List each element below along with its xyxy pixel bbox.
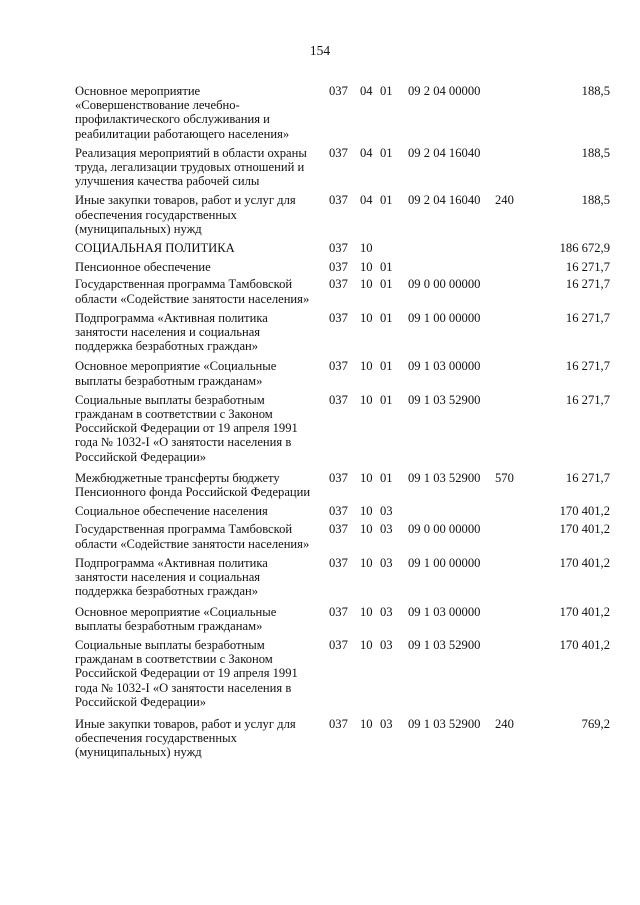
amount: 188,5 xyxy=(581,145,610,160)
subsection-code: 01 xyxy=(380,359,393,374)
table-row xyxy=(75,522,610,550)
ministry-code: 037 xyxy=(329,637,348,652)
ministry-code: 037 xyxy=(329,604,348,619)
table-row xyxy=(75,359,610,387)
table-row xyxy=(75,504,610,518)
target-article-code: 09 1 03 52900 xyxy=(408,392,481,407)
ministry-code: 037 xyxy=(329,522,348,537)
row-name: Межбюджетные трансферты бюджету Пенсионного фонда Российской Федерации xyxy=(75,470,311,500)
table-row xyxy=(75,277,610,305)
ministry-code: 037 xyxy=(329,193,348,208)
row-name: Основное мероприятие «Совершенствование лечебно-профилактического обслуживания и реабилитации работающего населения» xyxy=(75,84,290,141)
row-name: Иные закупки товаров, работ и услуг для обеспечения государственных (муниципальных) нужд xyxy=(75,716,296,760)
budget-table xyxy=(75,84,610,765)
section-code: 10 xyxy=(360,504,373,519)
table-row xyxy=(75,84,610,141)
row-name: Иные закупки товаров, работ и услуг для обеспечения государственных (муниципальных) нужд xyxy=(75,193,296,236)
ministry-code: 037 xyxy=(329,392,348,407)
target-article-code: 09 2 04 16040 xyxy=(408,145,481,160)
subsection-code: 03 xyxy=(380,504,393,519)
section-code: 04 xyxy=(360,84,373,98)
ministry-code: 037 xyxy=(329,145,348,160)
row-name: Подпрограмма «Активная политика занятости населения и социальная поддержка безработных граждан» xyxy=(75,310,268,354)
target-article-code: 09 1 00 00000 xyxy=(408,555,481,570)
section-code: 10 xyxy=(360,637,373,652)
ministry-code: 037 xyxy=(329,241,348,256)
row-name: Подпрограмма «Активная политика занятости населения и социальная поддержка безработных граждан» xyxy=(75,555,268,599)
target-article-code: 09 1 03 00000 xyxy=(408,604,481,619)
table-row xyxy=(75,717,610,760)
table-row xyxy=(75,146,610,189)
amount: 16 271,7 xyxy=(565,260,610,275)
row-name: Пенсионное обеспечение xyxy=(75,260,211,275)
table-row xyxy=(75,471,610,499)
subsection-code: 01 xyxy=(380,84,393,98)
target-article-code: 09 1 03 52900 xyxy=(408,470,481,485)
subsection-code: 03 xyxy=(380,522,393,537)
section-code: 10 xyxy=(360,555,373,570)
section-code: 10 xyxy=(360,522,373,537)
table-row xyxy=(75,638,610,709)
row-name: Основное мероприятие «Социальные выплаты безработным гражданам» xyxy=(75,604,277,633)
subsection-code: 03 xyxy=(380,555,393,570)
subsection-code: 01 xyxy=(380,392,393,407)
subsection-code: 03 xyxy=(380,637,393,652)
row-name: Социальное обеспечение населения xyxy=(75,504,268,519)
subsection-code: 01 xyxy=(380,277,393,292)
amount: 170 401,2 xyxy=(559,604,610,619)
row-name: Социальные выплаты безработным гражданам в соответствии с Законом Российской Федерации от 19 апреля 1991 года № 1032-I «О занятости населения в Российской Федерации» xyxy=(75,637,298,709)
amount: 170 401,2 xyxy=(559,504,610,519)
table-row xyxy=(75,556,610,599)
amount: 170 401,2 xyxy=(559,522,610,537)
subsection-code: 01 xyxy=(380,470,393,485)
subsection-code: 01 xyxy=(380,310,393,325)
amount: 16 271,7 xyxy=(565,359,610,374)
row-name: Основное мероприятие «Социальные выплаты безработным гражданам» xyxy=(75,359,277,388)
amount: 769,2 xyxy=(581,716,610,731)
table-row xyxy=(75,311,610,354)
section-code: 10 xyxy=(360,277,373,292)
target-article-code: 09 2 04 16040 xyxy=(408,193,481,208)
section-code: 04 xyxy=(360,145,373,160)
table-row xyxy=(75,605,610,633)
subsection-code: 03 xyxy=(380,604,393,619)
amount: 16 271,7 xyxy=(565,310,610,325)
ministry-code: 037 xyxy=(329,716,348,731)
section-code: 10 xyxy=(360,716,373,731)
table-row xyxy=(75,241,610,255)
table-row xyxy=(75,260,610,274)
ministry-code: 037 xyxy=(329,504,348,519)
page-number: 154 xyxy=(309,43,331,58)
section-code: 04 xyxy=(360,193,373,208)
target-article-code: 09 2 04 00000 xyxy=(408,84,481,98)
target-article-code: 09 1 00 00000 xyxy=(408,310,481,325)
ministry-code: 037 xyxy=(329,555,348,570)
amount: 16 271,7 xyxy=(565,392,610,407)
ministry-code: 037 xyxy=(329,310,348,325)
target-article-code: 09 1 03 52900 xyxy=(408,716,481,731)
row-name: Реализация мероприятий в области охраны труда, легализации трудовых отношений и улучшения качества рабочей силы xyxy=(75,145,307,189)
target-article-code: 09 0 00 00000 xyxy=(408,522,481,537)
expense-type-code: 240 xyxy=(495,716,514,731)
subsection-code: 03 xyxy=(380,716,393,731)
section-code: 10 xyxy=(360,260,373,275)
ministry-code: 037 xyxy=(329,260,348,275)
ministry-code: 037 xyxy=(329,470,348,485)
amount: 16 271,7 xyxy=(565,277,610,292)
row-name: Государственная программа Тамбовской области «Содействие занятости населения» xyxy=(75,522,310,551)
amount: 170 401,2 xyxy=(559,637,610,652)
expense-type-code: 570 xyxy=(495,470,514,485)
section-code: 10 xyxy=(360,392,373,407)
target-article-code: 09 1 03 00000 xyxy=(408,359,481,374)
section-code: 10 xyxy=(360,310,373,325)
amount: 188,5 xyxy=(581,84,610,98)
row-name: Государственная программа Тамбовской области «Содействие занятости населения» xyxy=(75,277,310,306)
amount: 188,5 xyxy=(581,193,610,208)
amount: 170 401,2 xyxy=(559,555,610,570)
subsection-code: 01 xyxy=(380,260,393,275)
amount: 16 271,7 xyxy=(565,470,610,485)
section-code: 10 xyxy=(360,359,373,374)
table-row xyxy=(75,193,610,236)
ministry-code: 037 xyxy=(329,277,348,292)
subsection-code: 01 xyxy=(380,193,393,208)
row-name: Социальные выплаты безработным гражданам в соответствии с Законом Российской Федерации от 19 апреля 1991 года № 1032-I «О занятости населения в Российской Федерации» xyxy=(75,392,298,464)
amount: 186 672,9 xyxy=(559,241,610,256)
target-article-code: 09 1 03 52900 xyxy=(408,637,481,652)
target-article-code: 09 0 00 00000 xyxy=(408,277,481,292)
section-code: 10 xyxy=(360,604,373,619)
section-code: 10 xyxy=(360,241,373,256)
subsection-code: 01 xyxy=(380,145,393,160)
row-name: СОЦИАЛЬНАЯ ПОЛИТИКА xyxy=(75,241,235,256)
table-row xyxy=(75,393,610,464)
expense-type-code: 240 xyxy=(495,193,514,208)
section-code: 10 xyxy=(360,470,373,485)
ministry-code: 037 xyxy=(329,84,348,98)
ministry-code: 037 xyxy=(329,359,348,374)
